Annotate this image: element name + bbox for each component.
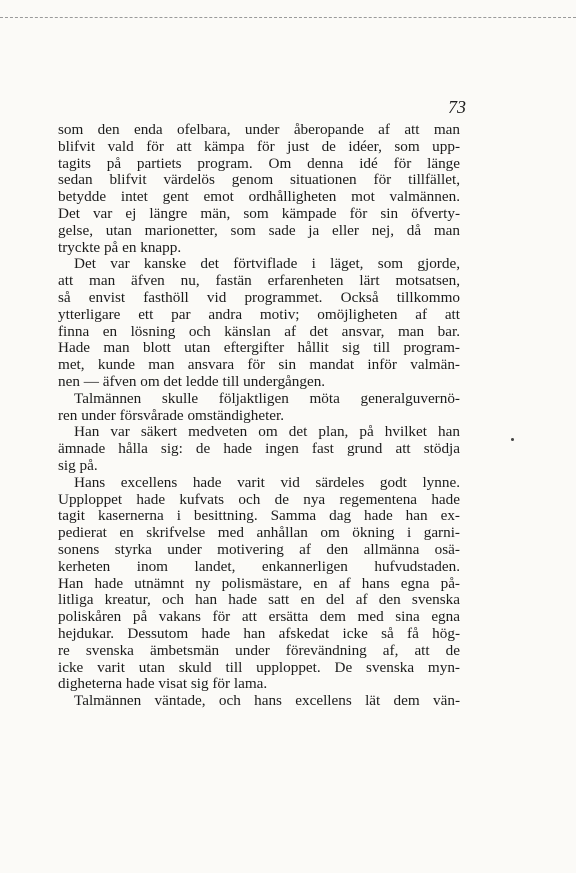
margin-mark bbox=[511, 438, 514, 441]
text-line: finna en lösning och känslan af det ansvar, man bar. bbox=[58, 322, 460, 340]
text-line: sonens styrka under motivering af den allmänna osä- bbox=[58, 540, 460, 558]
text-line: Det var ej längre män, som kämpade för sin öfverty- bbox=[58, 204, 460, 222]
text-line: Hans excellens hade varit vid särdeles godt lynne. bbox=[74, 473, 460, 491]
text-line: Hade man blott utan eftergifter hållit sig till program- bbox=[58, 339, 460, 357]
text-line: sig på. bbox=[58, 456, 98, 474]
text-line: att man äfven nu, fastän erfarenheten lärt motsatsen, bbox=[58, 272, 460, 290]
text-line: re svenska ämbetsmän under förevändning af, att de bbox=[58, 641, 460, 659]
text-line: pedierat en skrifvelse med anhållan om ökning i garni- bbox=[58, 524, 460, 542]
text-line: Talmännen skulle följaktligen möta generalguvernö- bbox=[74, 389, 460, 407]
text-line: litliga kreatur, och han hade satt en del af den svenska bbox=[58, 591, 460, 609]
text-line: ren under försvårade omständigheter. bbox=[58, 406, 285, 424]
text-line: hejdukar. Dessutom hade han afskedat icke så få hög- bbox=[58, 624, 460, 642]
text-line: så envist fasthöll vid programmet. Också tillkommo bbox=[58, 288, 460, 306]
text-line: ämnade hålla sig: de hade ingen fast grund att stödja bbox=[58, 440, 460, 458]
text-line: tagit kasernerna i besittning. Samma dag hade han ex- bbox=[58, 507, 460, 525]
text-line: Talmännen väntade, och hans excellens lät dem vän- bbox=[74, 692, 460, 710]
text-line: kerheten inom landet, enkannerligen hufvudstaden. bbox=[58, 557, 460, 575]
text-line: met, kunde man ansvara för sin mandat inför valmän- bbox=[58, 356, 460, 374]
text-line: tryckte på en knapp. bbox=[58, 238, 182, 256]
text-line: blifvit vald för att kämpa för just de idéer, som upp- bbox=[58, 137, 460, 155]
text-line: betydde intet gent emot ordhålligheten mot valmännen. bbox=[58, 188, 460, 206]
text-line: digheterna hade visat sig för lama. bbox=[58, 675, 268, 693]
text-line: som den enda ofelbara, under åberopande af att man bbox=[58, 121, 460, 138]
text-line: tagits på partiets program. Om denna idé för länge bbox=[58, 154, 460, 172]
text-line: gelse, utan marionetter, som sade ja eller nej, då man bbox=[58, 221, 460, 239]
text-line: ytterligare ett par andra motiv; omöjligheten af att bbox=[58, 305, 460, 323]
text-line: Han hade utnämnt ny polismästare, en af hans egna på- bbox=[58, 574, 460, 592]
top-rule bbox=[0, 17, 576, 18]
text-line: nen — äfven om det ledde till undergången. bbox=[58, 372, 326, 390]
text-line: icke varit utan skuld till upploppet. De svenska myn- bbox=[58, 658, 460, 676]
text-line: Upploppet hade kufvats och de nya regementena hade bbox=[58, 490, 460, 508]
text-line: Det var kanske det förtviflade i läget, som gjorde, bbox=[74, 255, 460, 273]
text-line: Han var säkert medveten om det plan, på hvilket han bbox=[74, 423, 460, 441]
page-number: 73 bbox=[448, 97, 466, 117]
text-line: sedan blifvit värdelös genom situationen för tillfället, bbox=[58, 171, 460, 189]
body-text bbox=[58, 122, 460, 710]
text-line: poliskåren på vakans för att ersätta dem med sina egna bbox=[58, 608, 460, 626]
